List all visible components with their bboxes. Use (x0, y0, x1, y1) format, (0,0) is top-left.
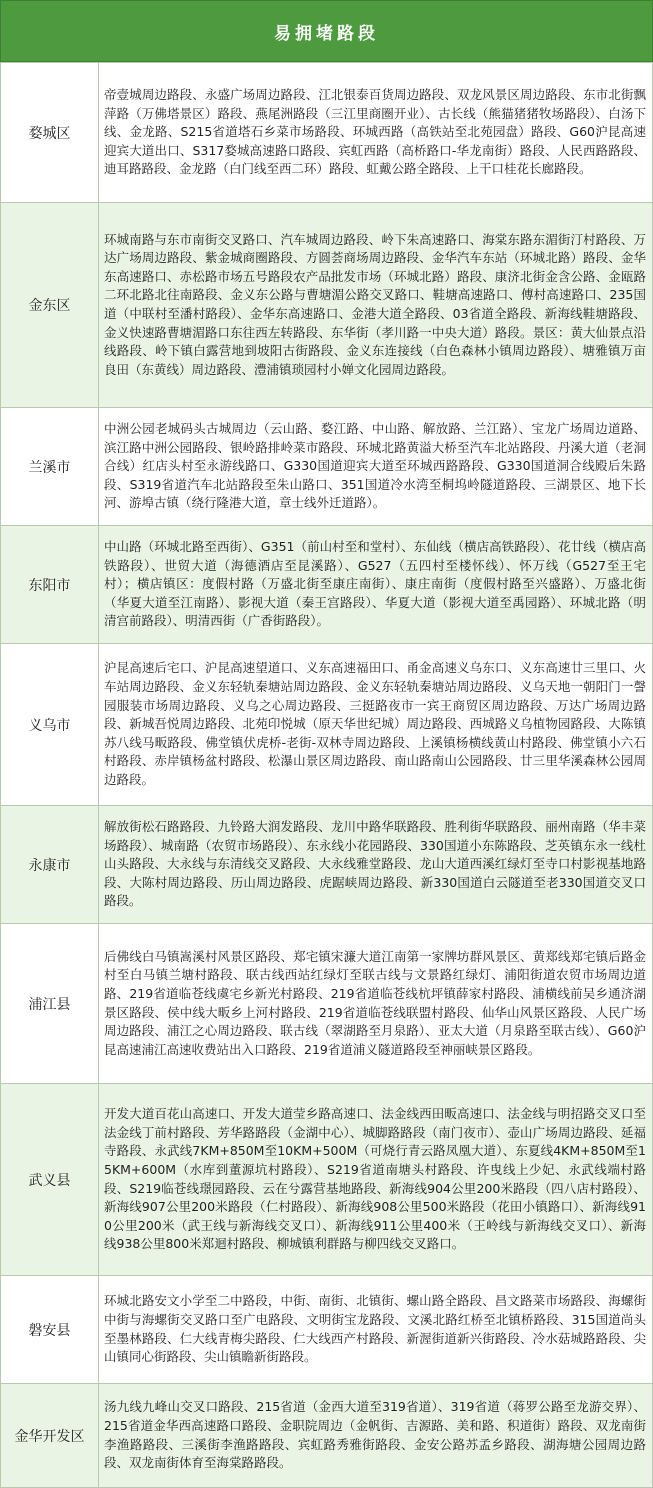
table-row (1, 526, 653, 644)
road-list: 沪昆高速后宅口、沪昆高速望道口、义东高速福田口、甬金高速义乌东口、义东高速廿三里口、火车站周边路段、金义东轻轨秦塘站周边路段、金义东轻轨秦塘站周边路段、义乌天地一朝阳门一謦园服装市场周边路段、义乌之心周边路段、三挺路夜市一宾王商贸区周边路段、万达广场周边路段、新城吾悦周边路段、北苑印悦城（原天华世纪城）周边路段、西城路义乌植物园路段、大陈镇苏八线马畈路段、佛堂镇伏虎桥-老街-双林寺周边路段、上溪镇杨横线黄山村路段、佛堂镇小六石村路段、赤岸镇杨盆村路段、松瀑山景区周边路段、南山路南山公园路段、廿三里华溪森林公园周边路段。 (99, 644, 653, 806)
road-list: 中洲公园老城码头古城周边（云山路、婺江路、中山路、解放路、兰江路）、宝龙广场周边道路、滨江路中洲公园路段、银岭路排岭菜市路段、环城北路黄溢大桥至汽车北站路段、丹溪大道（老洞合线）红店头村至永游线路口、G330国道迎宾大道至环城西路路段、G330国道洞合线殿后朱路段、S319省道汽车北站路段至朱山路口、351国道冷水湾至桐坞岭隧道路段、三湖景区、地下长河、游埠古镇（绕行隆港大道，章士线外迁道路）。 (99, 408, 653, 526)
table-row (1, 924, 653, 1084)
district-name: 武义县 (1, 1084, 99, 1276)
table-row (1, 203, 653, 408)
table-row (1, 1084, 653, 1276)
road-list: 环城北路安文小学至二中路段，中街、南街、北镇街、螺山路全路段、昌文路菜市场路段、海螺街中街与海螺街交叉路口至广电路段、文明街宝龙路段、文溪北路红桥至北镇桥路段、315国道尚头至墨林路段、仁大线青梅尖路段、仁大线西产村路段、新渥街道新兴街路段、冷水菇城路路段、尖山镇同心街路段、尖山镇瞻新街路段。 (99, 1276, 653, 1384)
district-name: 磐安县 (1, 1276, 99, 1384)
road-list: 开发大道百花山高速口、开发大道莹乡路高速口、法金线西田畈高速口、法金线与明招路交叉口至法金线丁前村路段、芳华路路段（金湖中心）、城脚路路段（南门夜市）、壶山广场周边路段、延福寺路段、永武线7KM+850M至10KM+500M（可烧行青云路凤凰大道）、东夏线4KM+850M至15KM+600M（水库到董源坑村路段）、S219省道南塘头村路段、许曳线上少妃、永武线端村路段、S219临苍线璟园路段、云在兮露营基地路段、新海线904公里200米路段（四八店村路段）、新海线907公里200米路段（仁村路段）、新海线908公里500米路段（花田小镇路口）、新海线910公里200米（武王线与新海线交叉口）、新海线911公里400米（王岭线与新海线交叉口）、新海线938公里800米郑迴村路段、柳城镇利群路与柳四线交叉路口。 (99, 1084, 653, 1276)
table-row (1, 63, 653, 203)
road-list: 后佛线白马镇嵩溪村风景区路段、郑宅镇宋濂大道江南第一家牌坊群风景区、黄郑线郑宅镇后路金村至白马镇兰塘村路段、联古线西站红绿灯至联古线与文景路红绿灯、浦阳街道农贸市场周边道路、219省道临苍线虞宅乡新光村路段、219省道临苍线杭坪镇薛家村路段、浦横线前吴乡通济湖景区路段、侯中线大畈乡上河村路段、219省道临苍线联盟村路段、仙华山风景区路段、人民广场周边路段、浦江之心周边路段、联古线（翠湖路至月泉路）、亚太大道（月泉路至联古线）、G60沪昆高速浦江高速收费站出入口路段、219省道浦义隧道路段至神丽峡景区路段。 (99, 924, 653, 1084)
page-title: 易拥堵路段 (0, 0, 653, 62)
road-list: 帝壹城周边路段、永盛广场周边路段、江北银泰百货周边路段、双龙风景区周边路段、东市北街飘萍路（万佛塔景区）路段、燕尾洲路段（三江里商圈开业）、古长线（熊猫猪猪牧场路段）、白汤下线、金龙路、S215省道塔石乡菜市场路段、环城西路（高铁站至北苑园盘）路段、G60沪昆高速迎宾大道出口、S317婺城高速路口路段、宾虹西路（高桥路口-华龙南街）路段、人民西路路段、迪耳路路段、金龙路（白门线至西二环）路段、虹戴公路全路段、上干口桂花长廊路段。 (99, 63, 653, 203)
table-row (1, 644, 653, 806)
district-name: 金东区 (1, 203, 99, 408)
road-list: 解放街松石路路段、九铃路大润发路段、龙川中路华联路段、胜利街华联路段、丽州南路（华丰菜场路段）、城南路（农贸市场路段）、东永线小花园路段、330国道小东陈路段、芝英镇东永一线杜山头路段、大永线与东清线交叉路段、大永线雅堂路段、龙山大道西溪红绿灯至寺口村影视基地路段、大陈村周边路段、历山周边路段、虎踞峡周边路段、新330国道白云隧道至老330国道交叉口路段。 (99, 806, 653, 924)
district-name: 义乌市 (1, 644, 99, 806)
district-name: 金华开发区 (1, 1384, 99, 1488)
congestion-table (0, 62, 653, 1488)
district-name: 东阳市 (1, 526, 99, 644)
district-name: 兰溪市 (1, 408, 99, 526)
table-body (1, 63, 653, 1488)
table-row (1, 408, 653, 526)
road-list: 环城南路与东市南街交叉路口、汽车城周边路段、岭下朱高速路口、海棠东路东湄街汀村路段、万达广场周边路段、紫金城商圈路段、方圆荟商场周边路段、金华汽车东站（环城北路）路段、金华东高速路口、赤松路市场五号路段农产品批发市场（环城北路）路段、康济北街金含公路、金瓯路二环北路北往南路段、金义东公路与曹塘湄公路交叉路口、鞋塘高速路口、傅村高速路口、235国道（中联村至潘村路段）、金华东高速路口、金港大道全路段、03省道全路段、新海线鞋塘路段、金义快速路曹塘湄路口东往西左转路段、东华街（孝川路一中央大道）路段。景区：黄大仙景点沿线路段、岭下镇白露营地到坡阳古街路段、金义东连接线（白色森林小镇周边路段）、塘雅镇万亩良田（东黄线）周边路段、澧浦镇琐园村小婵文化园周边路段。 (99, 203, 653, 408)
district-name: 婺城区 (1, 63, 99, 203)
table-row (1, 1384, 653, 1488)
table-row (1, 1276, 653, 1384)
road-list: 中山路（环城北路至西街）、G351（前山村至和堂村）、东仙线（横店高铁路段）、花廿线（横店高铁路段）、世贸大道（海德酒店至昆溪路）、G527（五四村至楼怀线）、怀万线（G527至王宅村）；横店镇区：度假村路（万盛北街至康庄南街）、康庄南街（度假村路至兴盛路）、万盛北街（华夏大道至江南路）、影视大道（秦王宫路段）、华夏大道（影视大道至禹园路）、环城北路（明清宫前路段）、明清西街（广香街路段）。 (99, 526, 653, 644)
table-row (1, 806, 653, 924)
district-name: 浦江县 (1, 924, 99, 1084)
road-list: 汤九线九峰山交叉口路段、215省道（金西大道至319省道）、319省道（蒋罗公路至龙游交界）、215省道金华西高速路口路段、金职院周边（金帆街、吉源路、美和路、积道街）路段、双龙南街李渔路路段、三溪街李渔路路段、宾虹路秀雅街路段、金安公路苏孟乡路段、湖海塘公园周边路段、双龙南街体育至海棠路路段。 (99, 1384, 653, 1488)
district-name: 永康市 (1, 806, 99, 924)
